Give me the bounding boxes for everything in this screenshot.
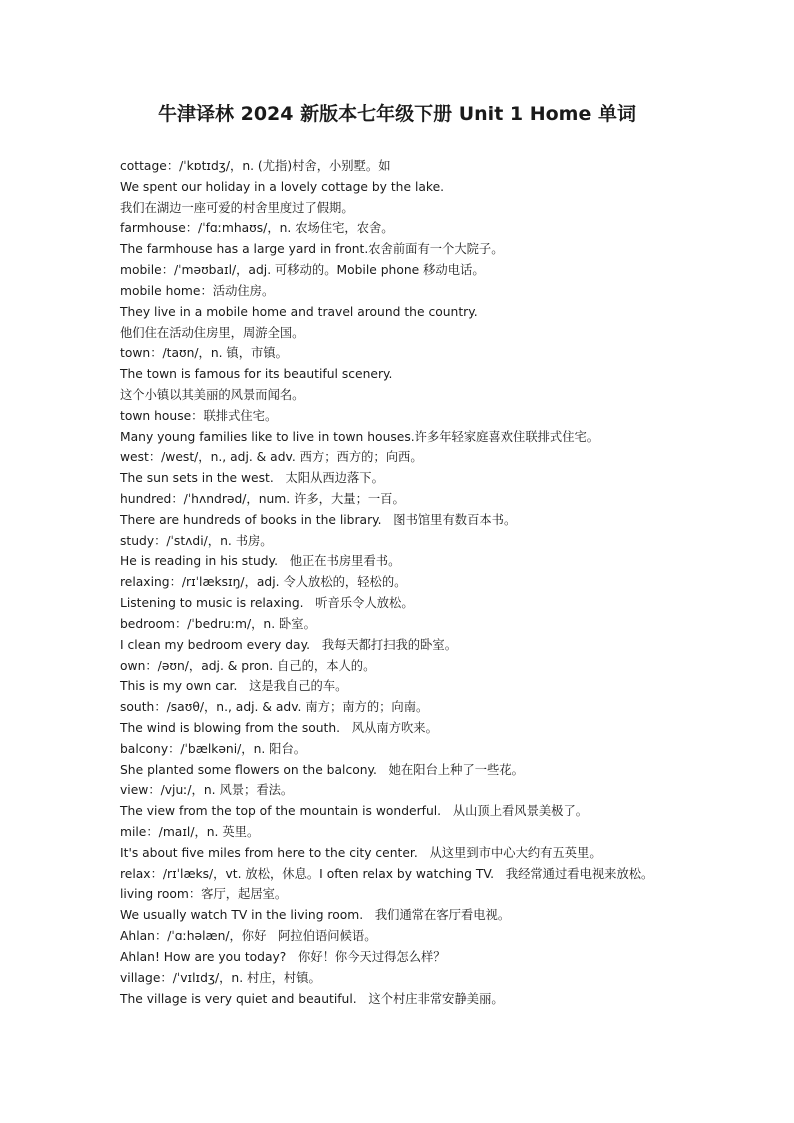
page-title: 牛津译林 2024 新版本七年级下册 Unit 1 Home 单词 — [158, 103, 636, 125]
text-line: bedroom：/ˈbedruːm/，n. 卧室。 — [120, 616, 316, 631]
text-line: 这个小镇以其美丽的风景而闻名。 — [120, 387, 305, 402]
text-line: They live in a mobile home and travel around the country. — [120, 304, 478, 319]
text-line: The town is famous for its beautiful scenery. — [120, 367, 393, 382]
text-line: relax：/rɪˈlæks/，vt. 放松，休息。I often relax by watching TV. 我经常通过看电视来放松。 — [120, 866, 654, 881]
text-line: Many young families like to live in town houses.许多年轻家庭喜欢住联排式住宅。 — [120, 429, 600, 444]
text-line: 他们住在活动住房里，周游全国。 — [120, 325, 305, 340]
text-line: She planted some flowers on the balcony. 她在阳台上种了一些花。 — [120, 762, 524, 777]
text-line: hundred：/ˈhʌndrəd/，num. 许多，大量；一百。 — [120, 492, 405, 506]
text-line: He is reading in his study. 他正在书房里看书。 — [120, 554, 401, 569]
text-line: The wind is blowing from the south. 风从南方吹来。 — [120, 720, 438, 735]
text-line: cottage：/ˈkɒtɪdʒ/，n. (尤指)村舍，小别墅。如 — [120, 159, 391, 173]
text-line: The village is very quiet and beautiful. 这个村庄非常安静美丽。 — [120, 991, 504, 1006]
text-line: town house：联排式住宅。 — [120, 408, 278, 423]
text-line: farmhouse：/ˈfɑːmhaʊs/，n. 农场住宅，农舍。 — [120, 221, 394, 236]
text-line: town：/taʊn/，n. 镇，市镇。 — [120, 346, 288, 361]
text-line: village：/ˈvɪlɪdʒ/，n. 村庄，村镇。 — [120, 970, 321, 985]
text-line: The farmhouse has a large yard in front.农舍前面有一个大院子。 — [120, 242, 504, 257]
text-line: It's about five miles from here to the city center. 从这里到市中心大约有五英里。 — [120, 845, 602, 860]
text-line: living room：客厅，起居室。 — [120, 887, 288, 902]
text-line: Ahlan：/ˈɑːhəlæn/，你好 阿拉伯语问候语。 — [120, 929, 377, 944]
text-line: west：/west/，n., adj. & adv. 西方；西方的；向西。 — [120, 450, 423, 465]
text-line: view：/vjuː/，n. 风景；看法。 — [120, 783, 294, 798]
text-line: study：/ˈstʌdi/，n. 书房。 — [120, 533, 273, 548]
text-line: There are hundreds of books in the library. 图书馆里有数百本书。 — [120, 512, 517, 527]
text-line: This is my own car. 这是我自己的车。 — [120, 679, 348, 694]
text-line: We usually watch TV in the living room. 我们通常在客厅看电视。 — [120, 908, 511, 923]
vocabulary-list — [120, 156, 780, 1009]
text-line: The sun sets in the west. 太阳从西边落下。 — [120, 471, 384, 486]
text-line: We spent our holiday in a lovely cottage by the lake. — [120, 179, 445, 194]
text-line: own：/əʊn/，adj. & pron. 自己的，本人的。 — [120, 658, 376, 673]
text-line: relaxing：/rɪˈlæksɪŋ/，adj. 令人放松的，轻松的。 — [120, 575, 407, 590]
text-line: The view from the top of the mountain is wonderful. 从山顶上看风景美极了。 — [120, 804, 589, 819]
text-line: mobile home：活动住房。 — [120, 283, 275, 298]
text-line: south：/saʊθ/，n., adj. & adv. 南方；南方的；向南。 — [120, 700, 429, 715]
text-line: mile：/maɪl/，n. 英里。 — [120, 825, 260, 839]
text-line: balcony：/ˈbælkəni/，n. 阳台。 — [120, 741, 307, 756]
text-line: 我们在湖边一座可爱的村舍里度过了假期。 — [120, 200, 354, 215]
text-line: mobile：/ˈməʊbaɪl/，adj. 可移动的。Mobile phone 移动电话。 — [120, 263, 485, 278]
text-line: Listening to music is relaxing. 听音乐令人放松。 — [120, 596, 414, 611]
text-line: I clean my bedroom every day. 我每天都打扫我的卧室。 — [120, 637, 457, 652]
text-line: Ahlan! How are you today? 你好！你今天过得怎么样？ — [120, 949, 446, 964]
